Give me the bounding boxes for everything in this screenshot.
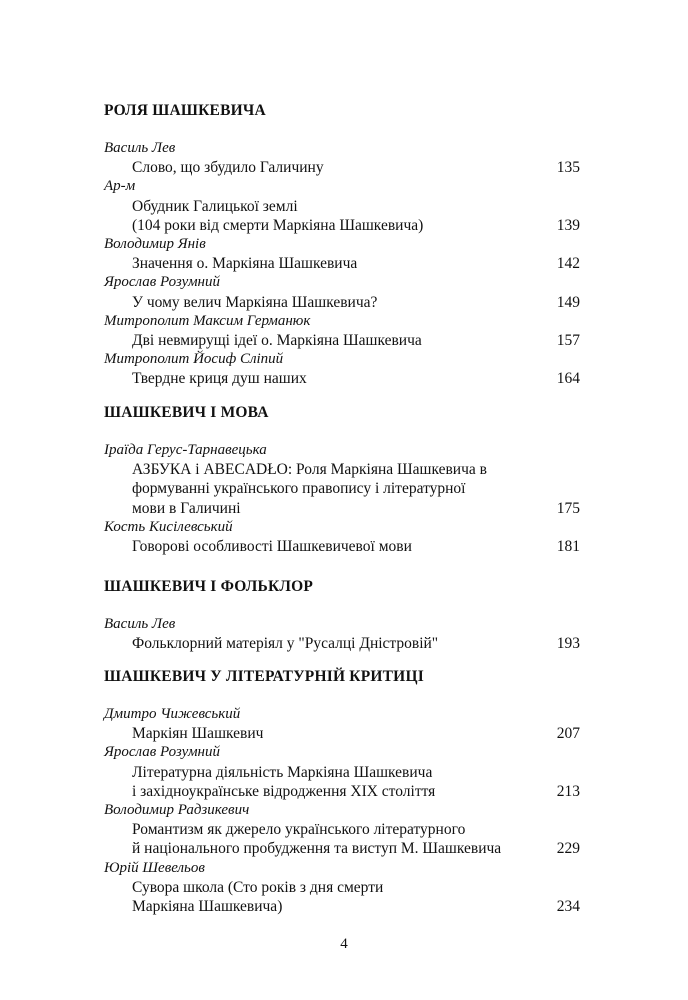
entry-page-number: 164 [556,370,580,388]
entry-page-number: 213 [556,782,580,800]
entry-author: Кость Кисілевський [104,518,233,535]
entry-title-line: Твердне криця душ наших [132,370,307,388]
entry-author: Володимир Радзикевич [104,802,250,818]
entry-author: Ярослав Розумний [104,744,220,761]
entry-page-number: 142 [556,255,580,273]
entry-page-number: 157 [556,332,580,349]
entry-author: Юрій Шевельов [104,859,205,876]
entry-page-number: 207 [556,725,580,743]
section-heading: РОЛЯ ШАШКЕВИЧА [104,102,266,119]
entry-title-line: АЗБУКА і ABECADŁO: Роля Маркіяна Шашкевича в [132,461,487,479]
entry-page-number: 149 [556,293,580,311]
entry-title-line: Літературна діяльність Маркіяна Шашкевича [132,763,433,781]
entry-page-number: 193 [556,635,580,653]
entry-author: Митрополит Йосиф Сліпий [104,351,284,368]
page-number: 4 [340,936,348,952]
section-heading: ШАШКЕВИЧ І ФОЛЬКЛОР [104,578,314,595]
entry-author: Василь Лев [104,616,176,632]
entry-title-line: Слово, що збудило Галичину [132,159,324,177]
entry-author: Ар-м [104,178,136,195]
entry-title-line: Говорові особливості Шашкевичевої мови [132,538,412,555]
entry-title-line: і західноукраїнське відродження XIX століття [132,782,436,800]
entry-page-number: 181 [556,538,580,555]
entry-author: Василь Лев [104,140,176,156]
entry-page-number: 135 [556,159,580,177]
entry-title-line: Маркіяна Шашкевича) [132,898,283,915]
entry-title-line: мови в Галичині [132,499,241,517]
entry-title-line: Дві невмирущі ідеї о. Маркіяна Шашкевича [132,332,422,349]
entry-title-line: Сувора школа (Сто років з дня смерти [132,878,384,896]
entry-author: Дмитро Чижевський [104,706,241,722]
entry-title-line: Обудник Галицької землі [132,197,298,215]
entry-author: Іраїда Герус-Тарнавецька [104,442,267,458]
entry-title-line: Романтизм як джерело українського літературного [132,821,466,839]
entry-page-number: 229 [556,840,580,858]
entry-page-number: 234 [556,898,580,915]
entry-author: Володимир Янів [104,236,206,252]
entry-page-number: 139 [556,216,580,234]
section-heading: ШАШКЕВИЧ І МОВА [104,404,269,421]
entry-title-line: У чому велич Маркіяна Шашкевича? [132,293,378,311]
entry-page-number: 175 [556,499,580,517]
entry-title-line: (104 роки від смерти Маркіяна Шашкевича) [132,216,424,234]
entry-title-line: Фольклорний матеріял у "Русалці Дністровій" [132,635,439,653]
entry-author: Митрополит Максим Германюк [104,312,311,329]
section-heading: ШАШКЕВИЧ У ЛІТЕРАТУРНІЙ КРИТИЦІ [104,668,424,685]
entry-title-line: Значення о. Маркіяна Шашкевича [132,255,358,273]
entry-title-line: й національного пробудження та виступ М. Шашкевича [132,840,502,858]
entry-author: Ярослав Розумний [104,274,220,291]
entry-title-line: Маркіян Шашкевич [132,725,264,743]
entry-title-line: формуванні українського правопису і літературної [132,480,466,498]
